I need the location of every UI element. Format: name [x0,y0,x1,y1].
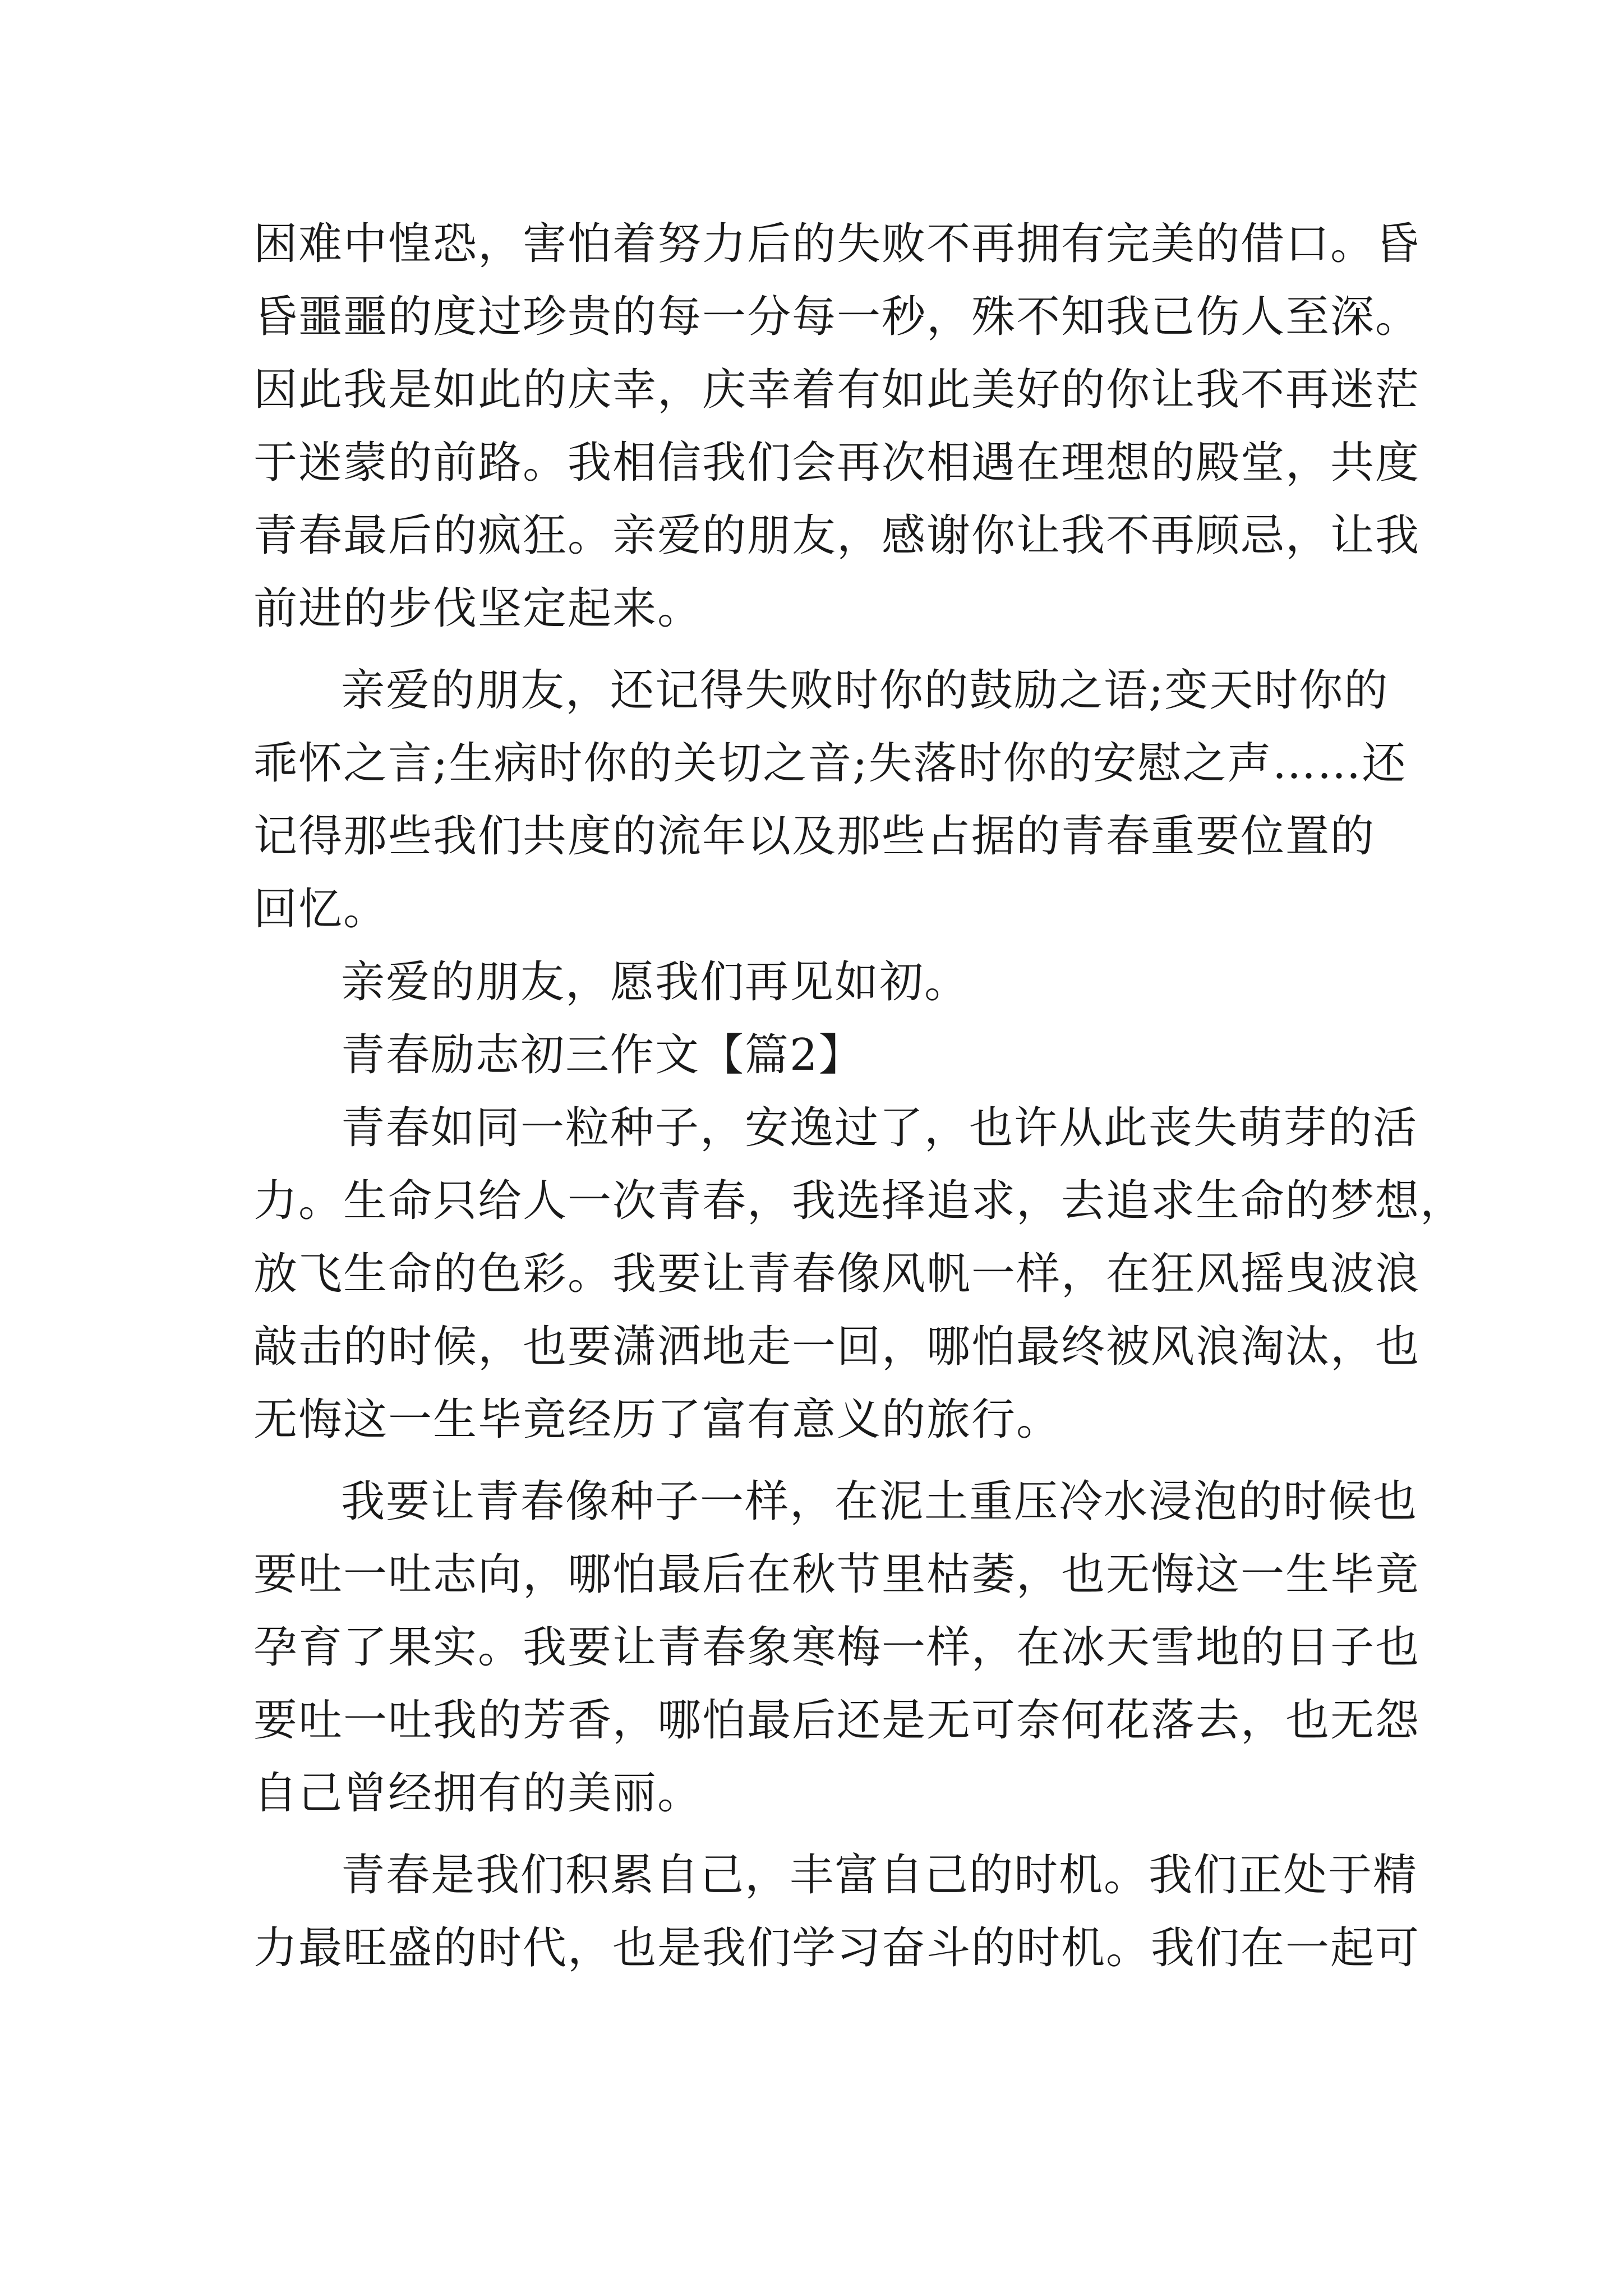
text-line: 要吐一吐我的芳香，哪怕最后还是无可奈何花落去，也无怨 [253,1695,1421,1746]
text-line: 孕育了果实。我要让青春象寒梅一样，在冰天雪地的日子也 [253,1622,1421,1673]
paragraph-first-line: 亲爱的朋友，还记得失败时你的鼓励之语;变天时你的 [341,665,1389,716]
paragraph-first-line: 我要让青春像种子一样，在泥土重压冷水浸泡的时候也 [341,1476,1418,1527]
text-line: 要吐一吐志向，哪怕最后在秋节里枯萎，也无悔这一生毕竟 [253,1549,1421,1600]
text-line: 昏噩噩的度过珍贵的每一分每一秒，殊不知我已伤人至深。 [253,292,1421,342]
paragraph-first-line: 青春是我们积累自己，丰富自己的时机。我们正处于精 [341,1850,1418,1901]
text-line: 力。生命只给人一次青春，我选择追求，去追求生命的梦想， [253,1176,1465,1226]
text-line: 无悔这一生毕竟经历了富有意义的旅行。 [253,1395,1062,1445]
document-body [253,208,1465,1985]
text-line: 因此我是如此的庆幸，庆幸着有如此美好的你让我不再迷茫 [253,365,1421,415]
text-line: 自己曾经拥有的美丽。 [253,1768,703,1819]
text-line: 记得那些我们共度的流年以及那些占据的青春重要位置的 [253,811,1376,862]
text-line: 力最旺盛的时代，也是我们学习奋斗的时机。我们在一起可 [253,1923,1421,1973]
paragraph-first-line: 青春如同一粒种子，安逸过了，也许从此丧失萌芽的活 [341,1103,1418,1153]
text-line: 困难中惶恐，害怕着努力后的失败不再拥有完美的借口。昏 [253,219,1421,269]
text-line: 于迷蒙的前路。我相信我们会再次相遇在理想的殿堂，共度 [253,438,1421,488]
text-line: 回忆。 [253,884,389,935]
text-line: 青春最后的疯狂。亲爱的朋友，感谢你让我不再顾忌，让我 [253,510,1421,561]
text-line: 前进的步伐坚定起来。 [253,583,703,634]
text-line: 放飞生命的色彩。我要让青春像风帆一样，在狂风摇曳波浪 [253,1249,1421,1299]
paragraph-first-line: 亲爱的朋友，愿我们再见如初。 [341,957,970,1007]
text-line: 敲击的时候，也要潇洒地走一回，哪怕最终被风浪淘汰，也 [253,1322,1421,1372]
text-line: 乖怀之言;生病时你的关切之音;失落时你的安慰之声……还 [253,738,1407,789]
section-heading: 青春励志初三作文【篇2】 [341,1030,864,1080]
